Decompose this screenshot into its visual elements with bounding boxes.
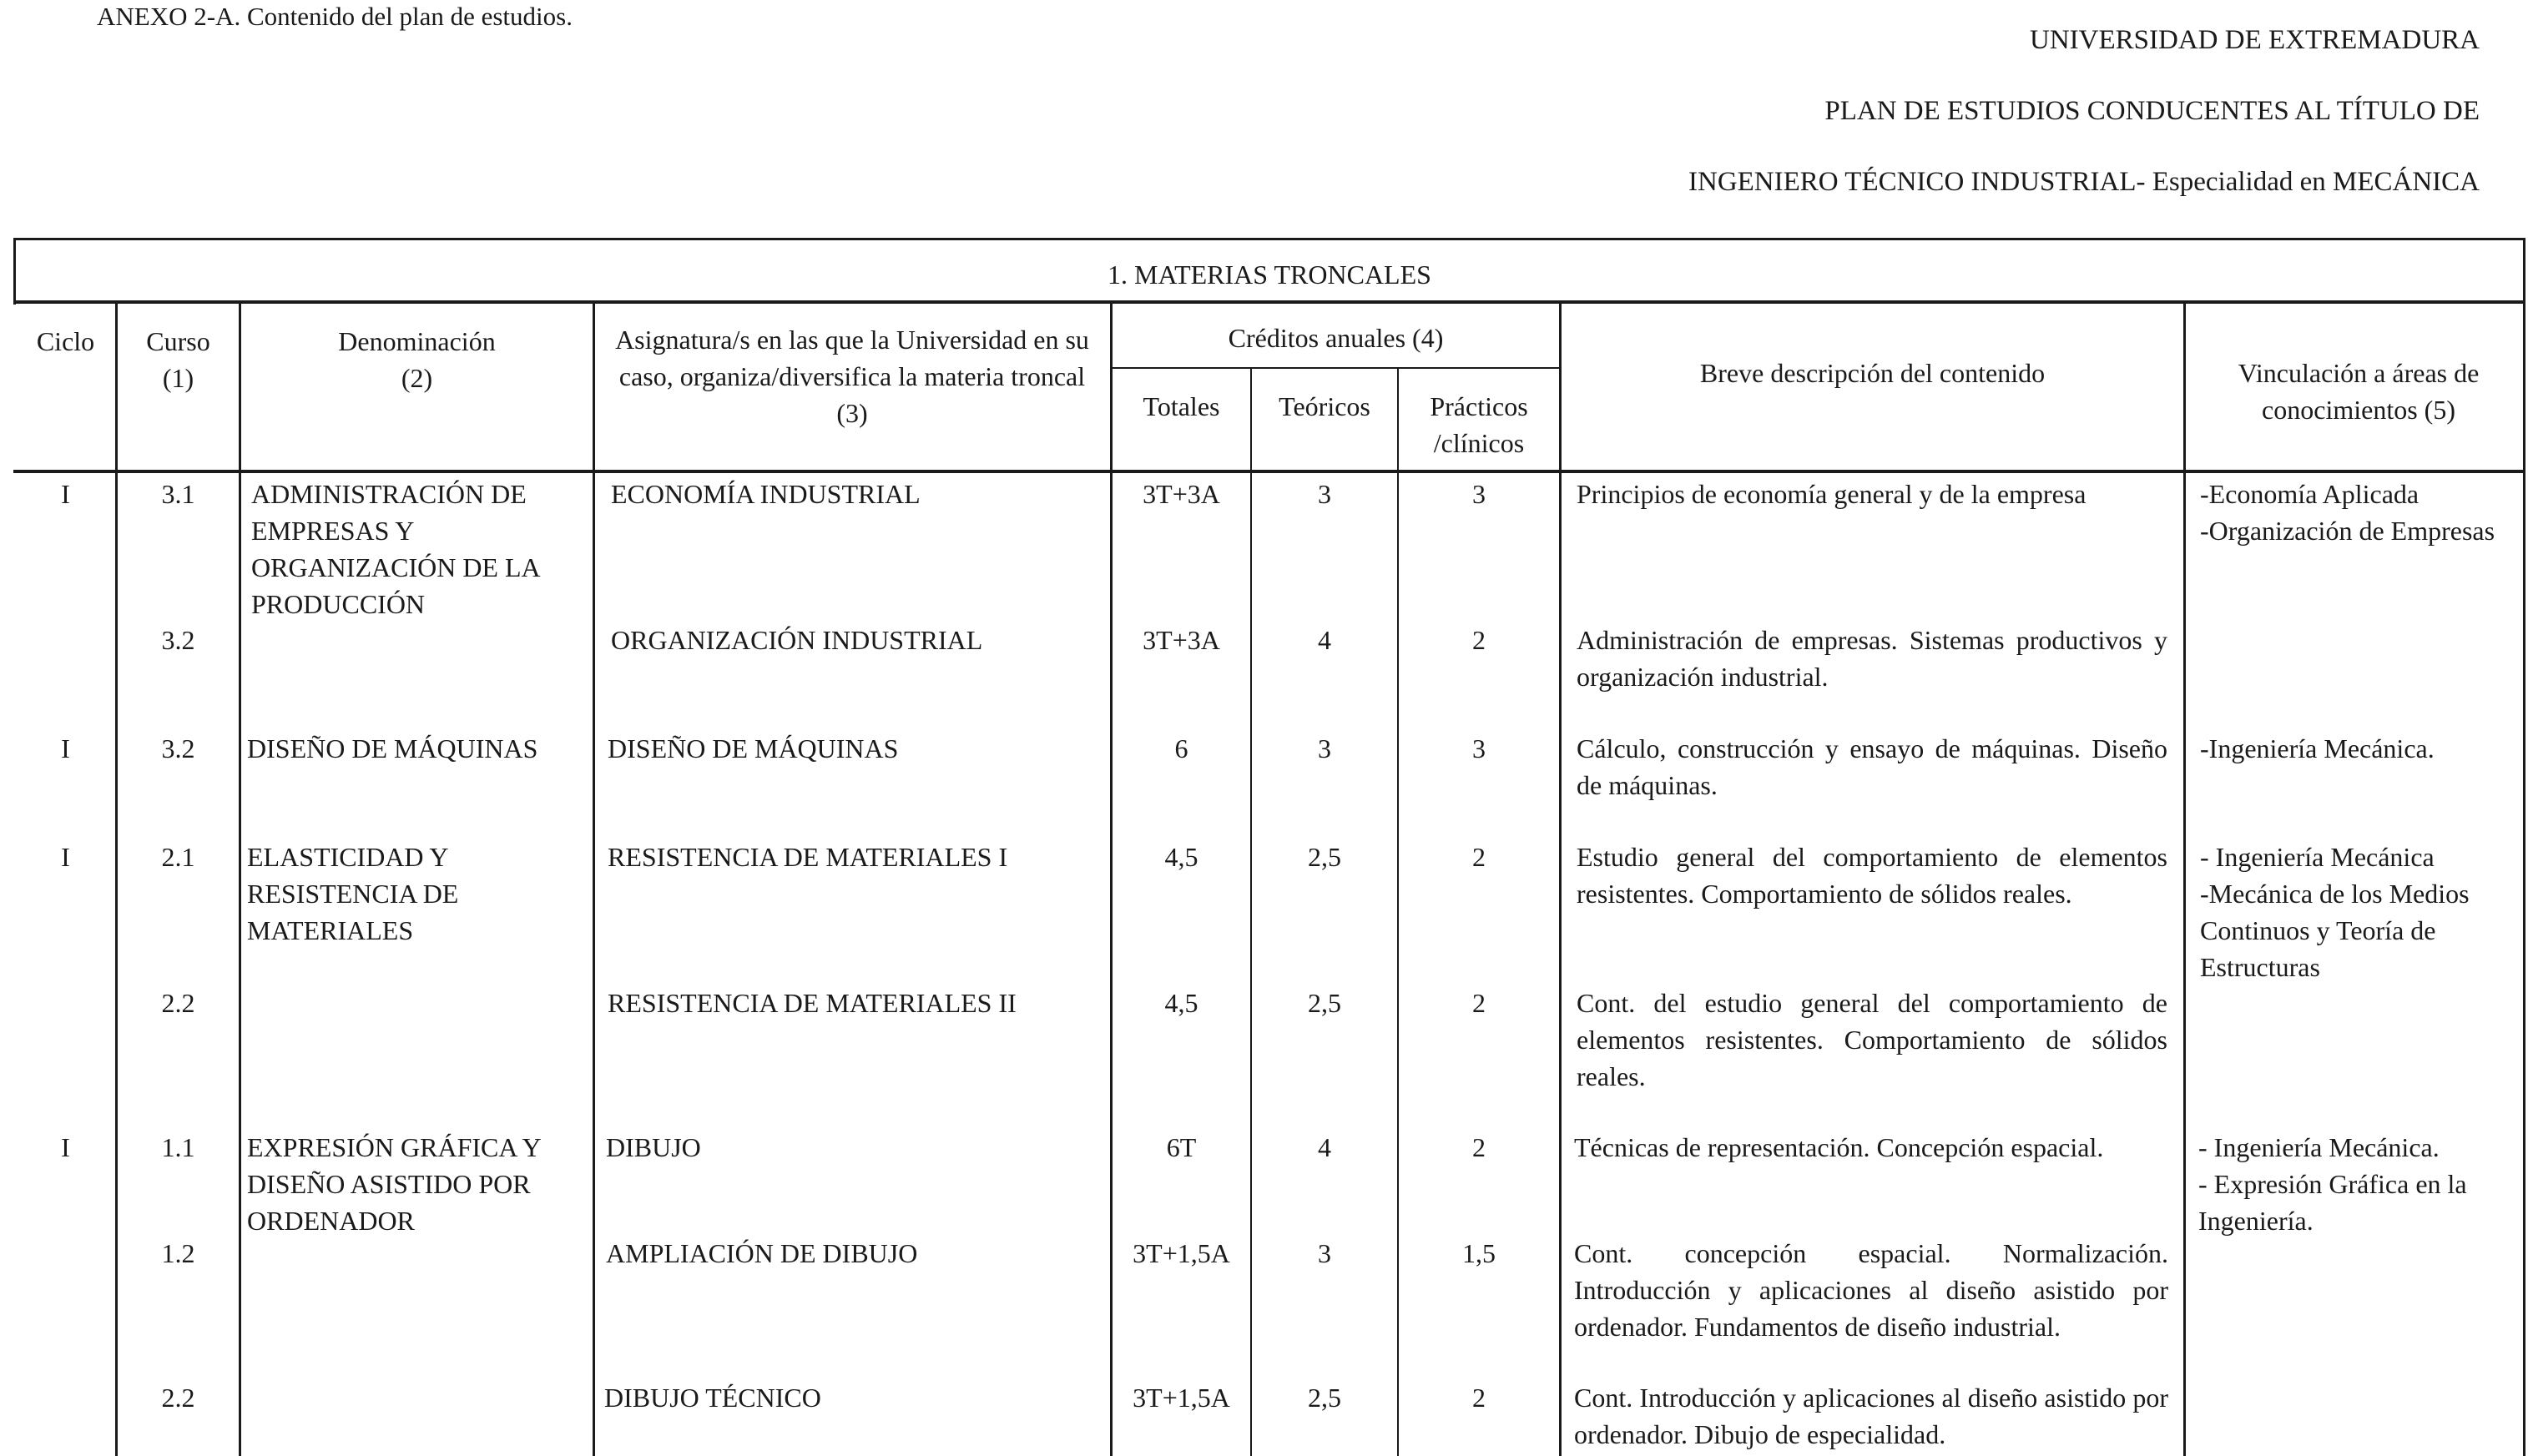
annex-title: ANEXO 2-A. Contenido del plan de estudios. [97,2,573,31]
col-header-creditos: Créditos anuales (4) [1228,323,1444,353]
row-totales: 3T+3A [1143,625,1220,655]
row-curso: 3.2 [161,733,195,763]
row-curso: 1.2 [161,1238,195,1268]
row-asignatura: RESISTENCIA DE MATERIALES I [608,842,1008,872]
row-curso: 2.2 [161,1383,195,1413]
row-curso: 2.2 [161,988,195,1018]
col-line-4 [1110,300,1113,1456]
col-header-teoricos: Teóricos [1279,391,1370,421]
row-teoricos: 3 [1318,479,1331,509]
row-practicos: 1,5 [1462,1238,1496,1268]
col-line-8 [2183,300,2186,1456]
col-header-totales: Totales [1143,391,1220,421]
row-totales: 3T+1,5A [1133,1383,1230,1413]
row-practicos: 2 [1472,842,1486,872]
degree-title: INGENIERO TÉCNICO INDUSTRIAL- Especialidad en MECÁNICA [1688,167,2480,197]
row-totales: 4,5 [1164,842,1198,872]
row-teoricos: 2,5 [1308,1383,1341,1413]
row-descripcion: Cont. del estudio general del comportamiento de elementos resistentes. Comportamiento de sólidos reales. [1577,988,2167,1091]
row-ciclo: I [61,842,70,872]
row-denominacion: ELASTICIDAD Y RESISTENCIA DE MATERIALES [247,842,459,945]
row-vinculacion: - Ingeniería Mecánica -Mecánica de los Medios Continuos y Teoría de Estructuras [2200,842,2470,982]
row-teoricos: 2,5 [1308,842,1341,872]
row-vinculacion: -Economía Aplicada -Organización de Empresas [2200,479,2495,546]
col-line-5 [1250,367,1252,1456]
col-line-3 [593,300,595,1456]
row-teoricos: 2,5 [1308,988,1341,1018]
row-teoricos: 3 [1318,1238,1331,1268]
row-descripcion: Principios de economía general y de la empresa [1577,479,2086,509]
row-practicos: 2 [1472,1383,1486,1413]
col-header-ciclo: Ciclo [36,326,95,356]
row-totales: 6T [1166,1132,1197,1162]
col-line-6 [1397,367,1399,1456]
row-totales: 3T+3A [1143,479,1220,509]
header-rule [13,470,2525,473]
row-totales: 4,5 [1164,988,1198,1018]
col-line-7 [1559,300,1562,1456]
row-denominacion: EXPRESIÓN GRÁFICA Y DISEÑO ASISTIDO POR ORDENADOR [247,1132,541,1236]
row-vinculacion: -Ingeniería Mecánica. [2200,733,2435,763]
row-curso: 3.1 [161,479,195,509]
row-totales: 3T+1,5A [1133,1238,1230,1268]
creditos-subrule [1111,367,1562,369]
university-name: UNIVERSIDAD DE EXTREMADURA [2030,25,2480,55]
title-rule [13,300,2525,304]
materias-troncales-table [13,238,2525,1456]
row-practicos: 2 [1472,625,1486,655]
row-asignatura: DIBUJO TÉCNICO [604,1383,821,1413]
row-asignatura: ECONOMÍA INDUSTRIAL [611,479,921,509]
col-line-1 [115,300,118,1456]
section-title: 1. MATERIAS TRONCALES [1108,259,1431,290]
plan-title: PLAN DE ESTUDIOS CONDUCENTES AL TÍTULO DE [1824,96,2480,126]
row-descripcion: Cálculo, construcción y ensayo de máquinas. Diseño de máquinas. [1577,733,2167,800]
row-teoricos: 4 [1318,625,1331,655]
row-practicos: 3 [1472,479,1486,509]
row-denominacion: ADMINISTRACIÓN DE EMPRESAS Y ORGANIZACIÓN DE LA PRODUCCIÓN [251,479,539,619]
row-descripcion: Administración de empresas. Sistemas productivos y organización industrial. [1577,625,2167,692]
row-descripcion: Cont. concepción espacial. Normalización. Introducción y aplicaciones al diseño asistido por ordenador. Fundamentos de diseño industrial. [1574,1238,2168,1342]
row-denominacion: DISEÑO DE MÁQUINAS [247,733,538,763]
row-ciclo: I [61,733,70,763]
row-asignatura: DISEÑO DE MÁQUINAS [608,733,899,763]
col-header-asignatura: Asignatura/s en las que la Universidad en su caso, organiza/diversifica la materia troncal (3) [615,325,1089,428]
row-ciclo: I [61,479,70,509]
col-line-2 [239,300,241,1456]
row-practicos: 3 [1472,733,1486,763]
row-curso: 1.1 [161,1132,195,1162]
col-header-descripcion: Breve descripción del contenido [1699,358,2046,388]
row-totales: 6 [1174,733,1188,763]
row-descripcion: Técnicas de representación. Concepción espacial. [1574,1132,2104,1162]
row-asignatura: ORGANIZACIÓN INDUSTRIAL [611,625,983,655]
table-border-top [13,238,2525,240]
row-descripcion: Cont. Introducción y aplicaciones al diseño asistido por ordenador. Dibujo de especialidad. [1574,1383,2168,1449]
row-teoricos: 3 [1318,733,1331,763]
row-practicos: 2 [1472,988,1486,1018]
row-curso: 3.2 [161,625,195,655]
row-teoricos: 4 [1318,1132,1331,1162]
row-asignatura: RESISTENCIA DE MATERIALES II [608,988,1017,1018]
col-header-practicos: Prácticos /clínicos [1430,391,1528,458]
col-header-denominacion: Denominación (2) [338,326,496,393]
col-header-curso: Curso (1) [146,326,210,393]
row-asignatura: DIBUJO [606,1132,701,1162]
row-vinculacion: - Ingeniería Mecánica. - Expresión Gráfica en la Ingeniería. [2198,1132,2467,1236]
col-header-vinculacion: Vinculación a áreas de conocimientos (5) [2238,358,2480,425]
row-asignatura: AMPLIACIÓN DE DIBUJO [606,1238,918,1268]
row-curso: 2.1 [161,842,195,872]
row-descripcion: Estudio general del comportamiento de elementos resistentes. Comportamiento de sólidos reales. [1577,842,2167,909]
row-practicos: 2 [1472,1132,1486,1162]
table-border-right [2523,238,2525,1456]
row-ciclo: I [61,1132,70,1162]
